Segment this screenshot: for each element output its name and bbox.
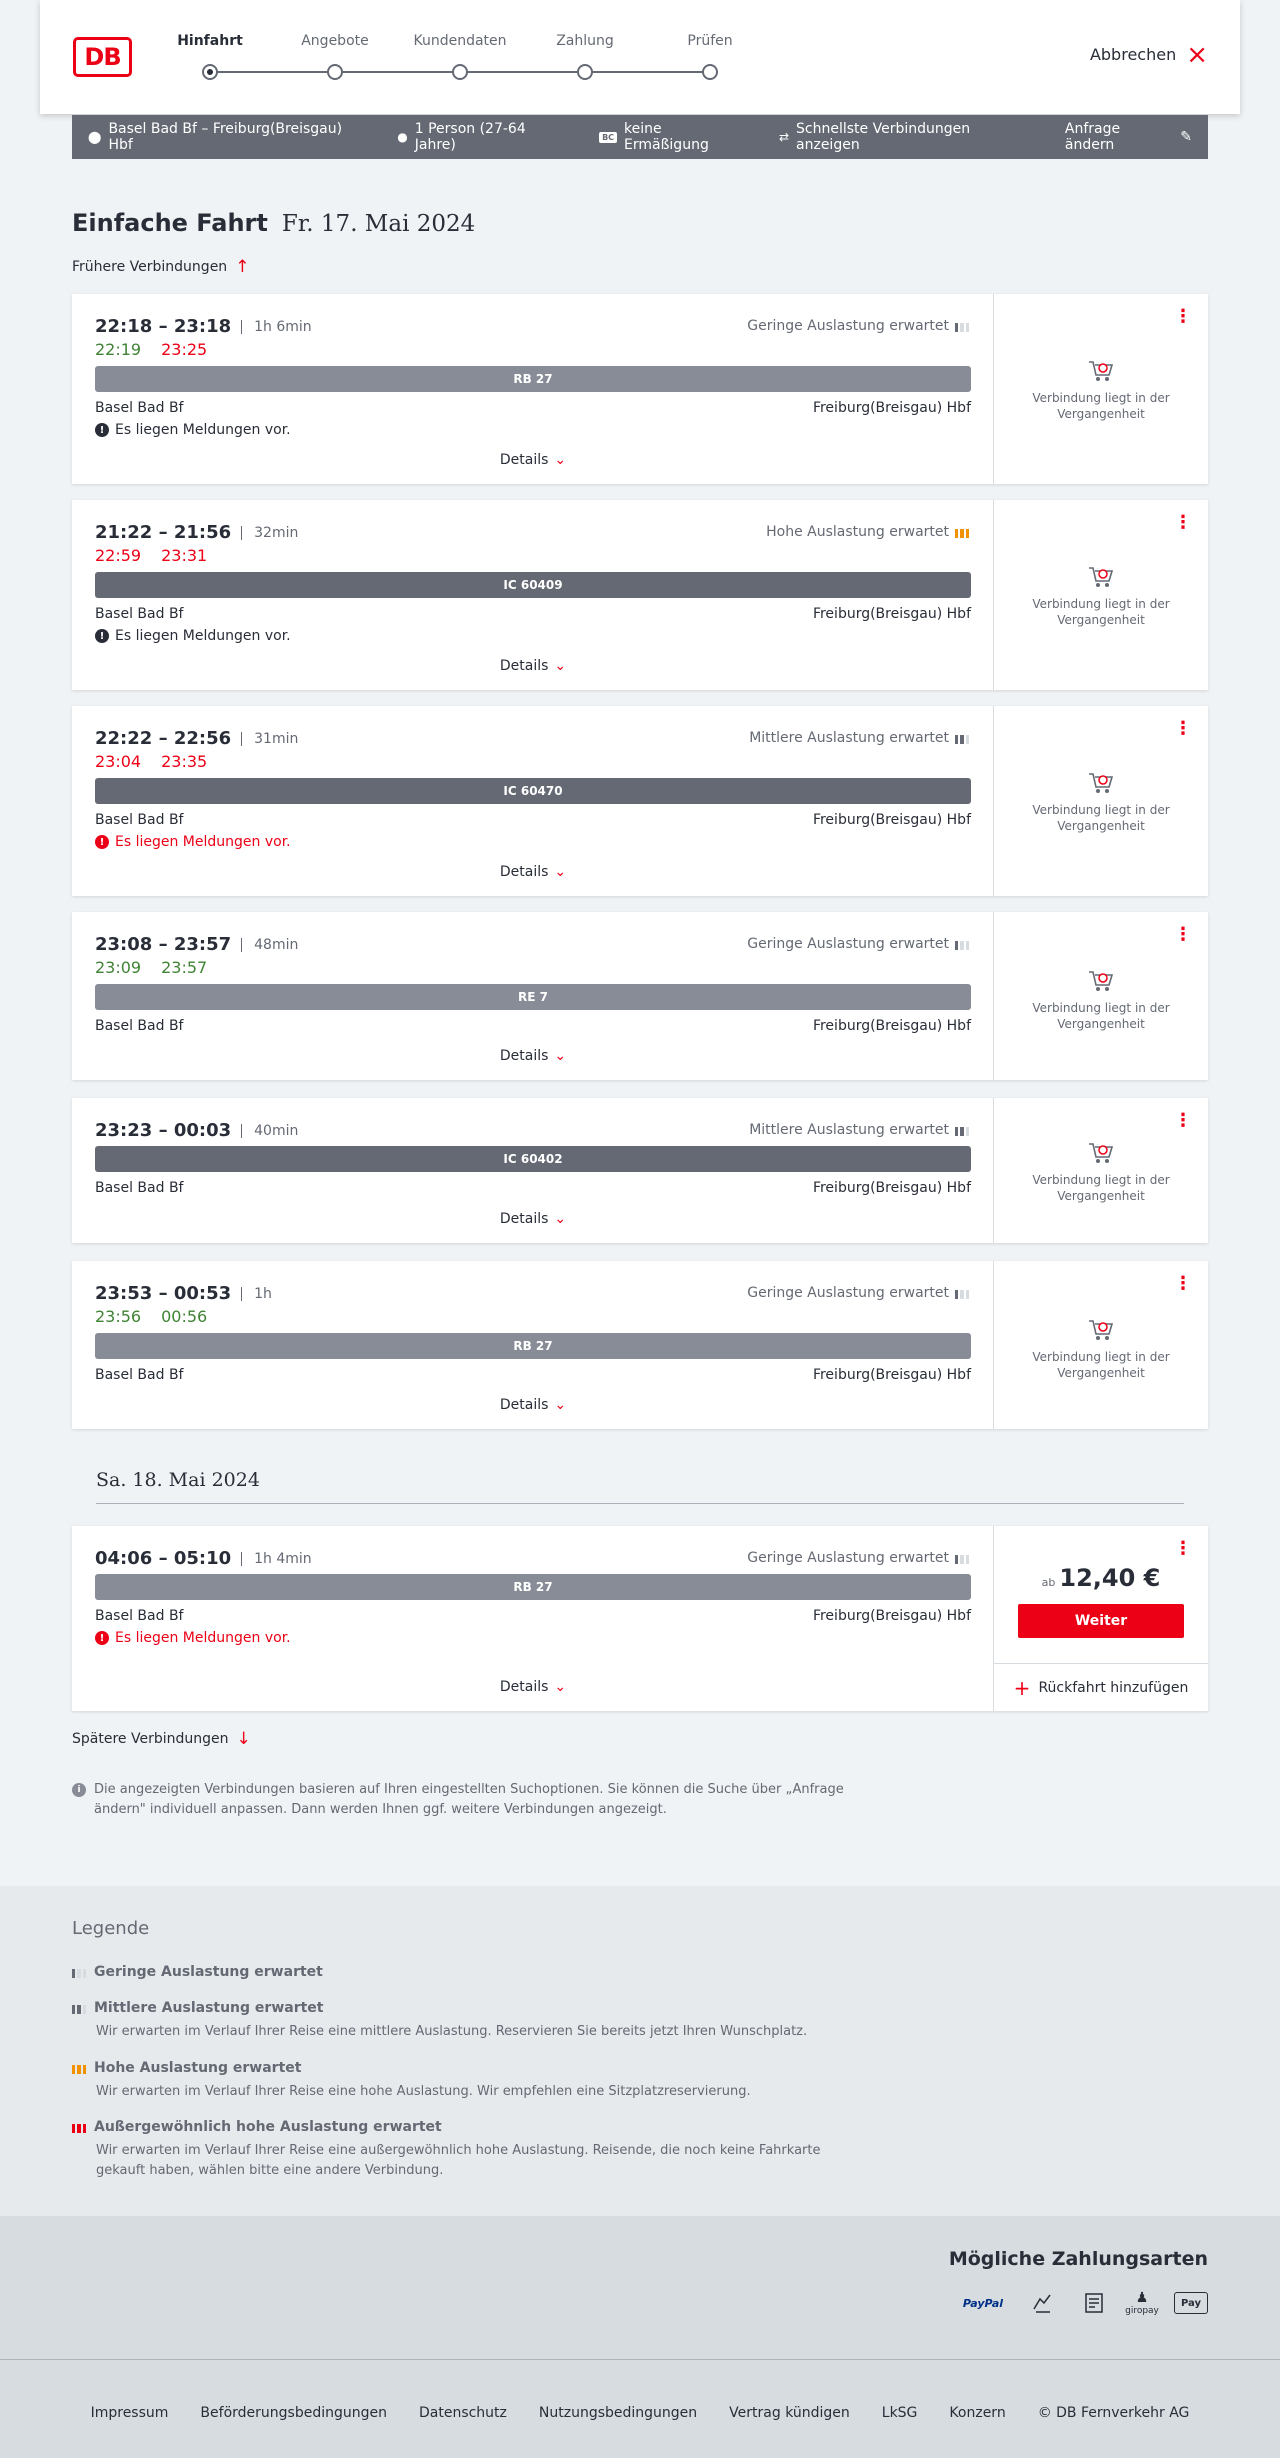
trip-date: Fr. 17. Mai 2024 <box>281 211 476 237</box>
occupancy-text: Mittlere Auslastung erwartet <box>749 1122 949 1138</box>
step-kundendaten: Kundendaten <box>413 33 507 49</box>
connection-times <box>95 316 312 337</box>
offer-panel <box>994 1098 1208 1243</box>
alert-icon: ! <box>95 423 109 437</box>
occupancy-medium-icon <box>955 732 969 744</box>
giropay-label: giropay <box>1125 2306 1159 2316</box>
cart-icon <box>1087 358 1115 384</box>
occupancy-medium-icon <box>72 2002 86 2014</box>
legend-item <box>72 1964 872 1980</box>
details-toggle[interactable] <box>72 1048 994 1064</box>
connection-times <box>95 728 298 749</box>
duration: 48min <box>241 938 298 952</box>
details-label: Details <box>499 1048 549 1064</box>
offer-panel <box>994 706 1208 896</box>
past-connection-note <box>994 564 1208 628</box>
legend-label: Mittlere Auslastung erwartet <box>94 2000 324 2016</box>
notice-message <box>95 834 291 850</box>
info-text: Die angezeigten Verbindungen basieren auf Ihren eingestellten Suchoptionen. Sie können die Suche über „Anfrage ändern" individuell anpassen. Dann werden Ihnen ggf. weitere Verbindungen angezeigt. <box>94 1782 844 1817</box>
search-info-note <box>72 1780 852 1820</box>
realtime-arrival: 00:56 <box>161 1307 208 1326</box>
route-text: Basel Bad Bf – Freiburg(Breisgau) Hbf <box>108 121 343 153</box>
arrival-station: Freiburg(Breisgau) Hbf <box>812 1367 971 1383</box>
chevron-down-icon: ⌄ <box>554 1679 567 1695</box>
price-prefix: ab <box>1041 1576 1056 1589</box>
planned-times: 22:18 – 23:18 <box>95 316 232 337</box>
connection-info <box>72 912 994 1080</box>
connection-card[interactable] <box>72 912 1208 1080</box>
search-summary-bar <box>72 115 1208 159</box>
details-label: Details <box>499 1211 549 1227</box>
legend-label: Außergewöhnlich hohe Auslastung erwartet <box>94 2119 442 2135</box>
duration: 1h 4min <box>241 1552 312 1566</box>
giropay-icon <box>1122 2290 1162 2316</box>
train-bar: IC 60470 <box>95 778 971 804</box>
occupancy-text: Geringe Auslastung erwartet <box>747 318 949 334</box>
later-connections-link[interactable] <box>72 1729 251 1749</box>
step-dot-hinfahrt <box>202 64 218 80</box>
occupancy-low-icon <box>955 938 969 950</box>
realtime-times <box>95 340 207 359</box>
details-toggle[interactable] <box>72 452 994 468</box>
past-text: Verbindung liegt in der Vergangenheit <box>1032 803 1170 833</box>
stations <box>95 812 971 828</box>
bahncard-icon: BC <box>599 132 617 143</box>
persons-summary <box>397 121 569 153</box>
connection-card[interactable] <box>72 706 1208 896</box>
realtime-departure: 22:59 <box>95 546 142 565</box>
alert-icon: ! <box>95 1631 109 1645</box>
details-toggle[interactable] <box>72 864 994 880</box>
departure-station: Basel Bad Bf <box>95 400 184 416</box>
realtime-times <box>95 1307 207 1326</box>
departure-station: Basel Bad Bf <box>95 1608 184 1624</box>
realtime-times <box>95 958 207 977</box>
occupancy-indicator <box>749 730 969 746</box>
occupancy-text: Hohe Auslastung erwartet <box>766 524 949 540</box>
duration: 31min <box>241 732 298 746</box>
plus-icon: + <box>1013 1675 1031 1700</box>
pencil-icon: ✎ <box>1180 129 1192 145</box>
legend-item <box>72 2119 872 2181</box>
more-options-icon[interactable]: ⋮ <box>1174 718 1192 739</box>
giropay-glyph: ♟ <box>1135 2290 1149 2306</box>
arrow-down-icon: ↓ <box>236 1729 251 1749</box>
page-title <box>72 209 475 237</box>
planned-times: 04:06 – 05:10 <box>95 1548 232 1569</box>
train-bar: RE 7 <box>95 984 971 1010</box>
notice-text: Es liegen Meldungen vor. <box>115 628 291 644</box>
past-text: Verbindung liegt in der Vergangenheit <box>1032 1173 1170 1203</box>
realtime-arrival: 23:57 <box>161 958 208 977</box>
arrival-station: Freiburg(Breisgau) Hbf <box>812 812 971 828</box>
realtime-departure: 23:56 <box>95 1307 142 1326</box>
connection-info <box>72 1098 994 1243</box>
connection-card[interactable] <box>72 1526 1208 1711</box>
past-connection-note <box>994 1317 1208 1381</box>
details-toggle[interactable] <box>72 658 994 674</box>
realtime-arrival: 23:25 <box>161 340 208 359</box>
persons-text: 1 Person (27-64 Jahre) <box>414 121 526 153</box>
chevron-down-icon: ⌄ <box>554 1397 567 1413</box>
stations <box>95 400 971 416</box>
chevron-down-icon: ⌄ <box>554 658 567 674</box>
connection-times <box>95 522 298 543</box>
details-toggle[interactable] <box>72 1679 994 1695</box>
past-text: Verbindung liegt in der Vergangenheit <box>1032 1350 1170 1380</box>
connection-card[interactable] <box>72 1261 1208 1429</box>
legend-section <box>0 1886 1280 2216</box>
past-connection-note <box>994 968 1208 1032</box>
legend-item <box>72 2060 872 2102</box>
stations <box>95 606 971 622</box>
step-dot-zahlung <box>577 64 593 80</box>
notice-text: Es liegen Meldungen vor. <box>115 834 291 850</box>
connection-card[interactable] <box>72 500 1208 690</box>
arrival-station: Freiburg(Breisgau) Hbf <box>812 1018 971 1034</box>
apple-pay-icon <box>1174 2292 1208 2314</box>
past-text: Verbindung liegt in der Vergangenheit <box>1032 1001 1170 1031</box>
close-icon: × <box>1186 39 1208 70</box>
connection-info <box>72 1261 994 1429</box>
later-label: Spätere Verbindungen <box>72 1731 229 1747</box>
legend-label: Hohe Auslastung erwartet <box>94 2060 302 2076</box>
earlier-connections-link[interactable] <box>72 257 249 277</box>
step-dot-angebote <box>327 64 343 80</box>
planned-times: 23:53 – 00:53 <box>95 1283 232 1304</box>
location-pin-icon: ⬤ <box>88 130 102 144</box>
offer-panel <box>994 1261 1208 1429</box>
payment-title: Mögliche Zahlungsarten <box>948 2248 1208 2270</box>
notice-message <box>95 422 291 438</box>
footer-link-lksg[interactable]: LkSG <box>881 2405 918 2421</box>
db-logo[interactable]: DB <box>73 37 132 77</box>
legend-item <box>72 2000 872 2042</box>
chevron-down-icon: ⌄ <box>554 1211 567 1227</box>
more-options-icon[interactable]: ⋮ <box>1174 924 1192 945</box>
realtime-times <box>95 752 207 771</box>
legend-description: Wir erwarten im Verlauf Ihrer Reise eine hohe Auslastung. Wir empfehlen eine Sitzplatzreservierung. <box>96 2084 751 2099</box>
legend-title: Legende <box>72 1918 150 1939</box>
chevron-down-icon: ⌄ <box>554 1048 567 1064</box>
departure-station: Basel Bad Bf <box>95 1018 184 1034</box>
continue-button[interactable]: Weiter <box>1018 1604 1184 1638</box>
footer-link-vertrag-kuendigen[interactable]: Vertrag kündigen <box>729 2405 850 2421</box>
cancel-button[interactable] <box>1089 39 1208 70</box>
swap-icon: ⇄ <box>778 130 790 144</box>
details-label: Details <box>499 1397 549 1413</box>
departure-station: Basel Bad Bf <box>95 812 184 828</box>
realtime-departure: 22:19 <box>95 340 142 359</box>
trip-type: Einfache Fahrt <box>72 209 268 237</box>
occupancy-low-icon <box>72 1966 86 1978</box>
past-connection-note <box>994 770 1208 834</box>
price <box>994 1564 1208 1592</box>
train-bar: IC 60402 <box>95 1146 971 1172</box>
realtime-arrival: 23:35 <box>161 752 208 771</box>
person-icon: ● <box>397 130 408 144</box>
cart-icon <box>1087 1140 1115 1166</box>
invoice-icon <box>1080 2290 1108 2316</box>
footer-copyright: © DB Fernverkehr AG <box>1037 2405 1190 2421</box>
earlier-label: Frühere Verbindungen <box>72 259 228 275</box>
planned-times: 21:22 – 21:56 <box>95 522 232 543</box>
occupancy-medium-icon <box>955 1124 969 1136</box>
notice-message <box>95 628 291 644</box>
realtime-times <box>95 546 207 565</box>
add-return-label: Rückfahrt hinzufügen <box>1038 1679 1189 1696</box>
details-label: Details <box>499 658 549 674</box>
arrival-station: Freiburg(Breisgau) Hbf <box>812 1608 971 1624</box>
cancel-label: Abbrechen <box>1089 45 1177 64</box>
duration: 1h <box>241 1287 272 1301</box>
stations <box>95 1608 971 1624</box>
more-options-icon[interactable]: ⋮ <box>1174 306 1192 327</box>
occupancy-indicator <box>747 1285 969 1301</box>
arrival-station: Freiburg(Breisgau) Hbf <box>812 606 971 622</box>
step-zahlung: Zahlung <box>556 33 614 49</box>
option-text: Schnellste Verbindungen anzeigen <box>796 121 971 153</box>
footer-link-datenschutz[interactable]: Datenschutz <box>418 2405 507 2421</box>
planned-times: 22:22 – 22:56 <box>95 728 232 749</box>
notice-message <box>95 1630 291 1646</box>
duration: 1h 6min <box>241 320 312 334</box>
footer <box>0 2359 1280 2458</box>
legend-description: Wir erwarten im Verlauf Ihrer Reise eine mittlere Auslastung. Reservieren Sie bereits jetzt Ihren Wunschplatz. <box>96 2024 808 2039</box>
connection-info <box>72 1526 994 1711</box>
footer-links <box>0 2405 1280 2421</box>
offer-panel <box>994 294 1208 484</box>
stations <box>95 1018 971 1034</box>
realtime-departure: 23:09 <box>95 958 142 977</box>
stations <box>95 1367 971 1383</box>
realtime-departure: 23:04 <box>95 752 142 771</box>
alert-icon: ! <box>95 835 109 849</box>
departure-station: Basel Bad Bf <box>95 606 184 622</box>
connection-times <box>95 1548 312 1569</box>
more-options-icon[interactable]: ⋮ <box>1174 512 1192 533</box>
realtime-arrival: 23:31 <box>161 546 208 565</box>
occupancy-low-icon <box>955 1287 969 1299</box>
offer-panel <box>994 1526 1208 1711</box>
occupancy-text: Geringe Auslastung erwartet <box>747 1285 949 1301</box>
step-dot-kundendaten <box>452 64 468 80</box>
occupancy-indicator <box>747 318 969 334</box>
occupancy-extreme-icon <box>72 2121 86 2133</box>
details-label: Details <box>499 864 549 880</box>
notice-text: Es liegen Meldungen vor. <box>115 1630 291 1646</box>
info-icon: i <box>72 1783 86 1797</box>
connection-info <box>72 294 994 484</box>
occupancy-indicator <box>766 524 969 540</box>
discount-summary <box>599 121 749 153</box>
departure-station: Basel Bad Bf <box>95 1180 184 1196</box>
notice-text: Es liegen Meldungen vor. <box>115 422 291 438</box>
occupancy-text: Mittlere Auslastung erwartet <box>749 730 949 746</box>
legend-description: Wir erwarten im Verlauf Ihrer Reise eine außergewöhnlich hohe Auslastung. Reisende, die noch keine Fahrkarte gekauft haben, wählen bitte eine andere Verbindung. <box>96 2143 821 2178</box>
past-connection-note <box>994 1140 1208 1204</box>
more-options-icon[interactable]: ⋮ <box>1174 1273 1192 1294</box>
cart-icon <box>1087 770 1115 796</box>
edit-search-label: Anfrage ändern <box>1064 121 1121 153</box>
add-return-button[interactable] <box>994 1663 1208 1711</box>
details-toggle[interactable] <box>72 1397 994 1413</box>
offer-panel <box>994 912 1208 1080</box>
details-toggle[interactable] <box>72 1211 994 1227</box>
past-connection-note <box>994 358 1208 422</box>
footer-link-befoerderungsbedingungen[interactable]: Beförderungsbedingungen <box>200 2405 387 2421</box>
footer-link-nutzungsbedingungen[interactable]: Nutzungsbedingungen <box>538 2405 698 2421</box>
arrow-up-icon: ↑ <box>235 257 250 277</box>
day-separator: Sa. 18. Mai 2024 <box>96 1469 1184 1504</box>
train-bar: RB 27 <box>95 366 971 392</box>
step-pruefen: Prüfen <box>687 33 733 49</box>
arrival-station: Freiburg(Breisgau) Hbf <box>812 400 971 416</box>
occupancy-low-icon <box>955 1552 969 1564</box>
connection-info <box>72 706 994 896</box>
departure-station: Basel Bad Bf <box>95 1367 184 1383</box>
past-text: Verbindung liegt in der Vergangenheit <box>1032 597 1170 627</box>
connection-info <box>72 500 994 690</box>
connection-card[interactable] <box>72 294 1208 484</box>
train-bar: RB 27 <box>95 1574 971 1600</box>
footer-link-konzern[interactable]: Konzern <box>949 2405 1006 2421</box>
connection-times <box>95 934 298 955</box>
train-bar: IC 60409 <box>95 572 971 598</box>
chevron-down-icon: ⌄ <box>554 452 567 468</box>
planned-times: 23:23 – 00:03 <box>95 1120 232 1141</box>
step-angebote: Angebote <box>301 33 369 49</box>
duration: 40min <box>241 1124 298 1138</box>
details-label: Details <box>499 452 549 468</box>
more-options-icon[interactable]: ⋮ <box>1174 1110 1192 1131</box>
option-summary <box>779 121 1035 153</box>
occupancy-high-icon <box>72 2062 86 2074</box>
step-hinfahrt[interactable]: Hinfahrt <box>177 33 243 49</box>
price-value: 12,40 € <box>1059 1564 1161 1592</box>
cart-icon <box>1087 968 1115 994</box>
duration: 32min <box>241 526 298 540</box>
cart-icon <box>1087 564 1115 590</box>
occupancy-indicator <box>747 1550 969 1566</box>
apple-pay-label: Pay <box>1180 2297 1202 2309</box>
paypal-icon: PayPal <box>962 2296 1004 2310</box>
more-options-icon[interactable]: ⋮ <box>1174 1538 1192 1559</box>
occupancy-text: Geringe Auslastung erwartet <box>747 936 949 952</box>
cart-icon <box>1087 1317 1115 1343</box>
footer-link-impressum[interactable]: Impressum <box>90 2405 169 2421</box>
connection-card[interactable] <box>72 1098 1208 1243</box>
planned-times: 23:08 – 23:57 <box>95 934 232 955</box>
occupancy-indicator <box>749 1122 969 1138</box>
connection-times <box>95 1283 272 1304</box>
alert-icon: ! <box>95 629 109 643</box>
occupancy-indicator <box>747 936 969 952</box>
connection-times <box>95 1120 298 1141</box>
arrival-station: Freiburg(Breisgau) Hbf <box>812 1180 971 1196</box>
occupancy-text: Geringe Auslastung erwartet <box>747 1550 949 1566</box>
details-label: Details <box>499 1679 549 1695</box>
route-summary <box>88 121 367 153</box>
edit-search-button[interactable] <box>1065 121 1192 153</box>
legend-label: Geringe Auslastung erwartet <box>94 1964 323 1980</box>
train-bar: RB 27 <box>95 1333 971 1359</box>
stations <box>95 1180 971 1196</box>
booking-header <box>40 0 1240 114</box>
offer-panel <box>994 500 1208 690</box>
direct-debit-icon <box>1030 2290 1056 2316</box>
chevron-down-icon: ⌄ <box>554 864 567 880</box>
discount-text: keine Ermäßigung <box>624 121 709 153</box>
past-text: Verbindung liegt in der Vergangenheit <box>1032 391 1170 421</box>
occupancy-high-icon <box>955 526 969 538</box>
payment-methods-section <box>0 2216 1280 2359</box>
step-dot-pruefen <box>702 64 718 80</box>
occupancy-low-icon <box>955 320 969 332</box>
